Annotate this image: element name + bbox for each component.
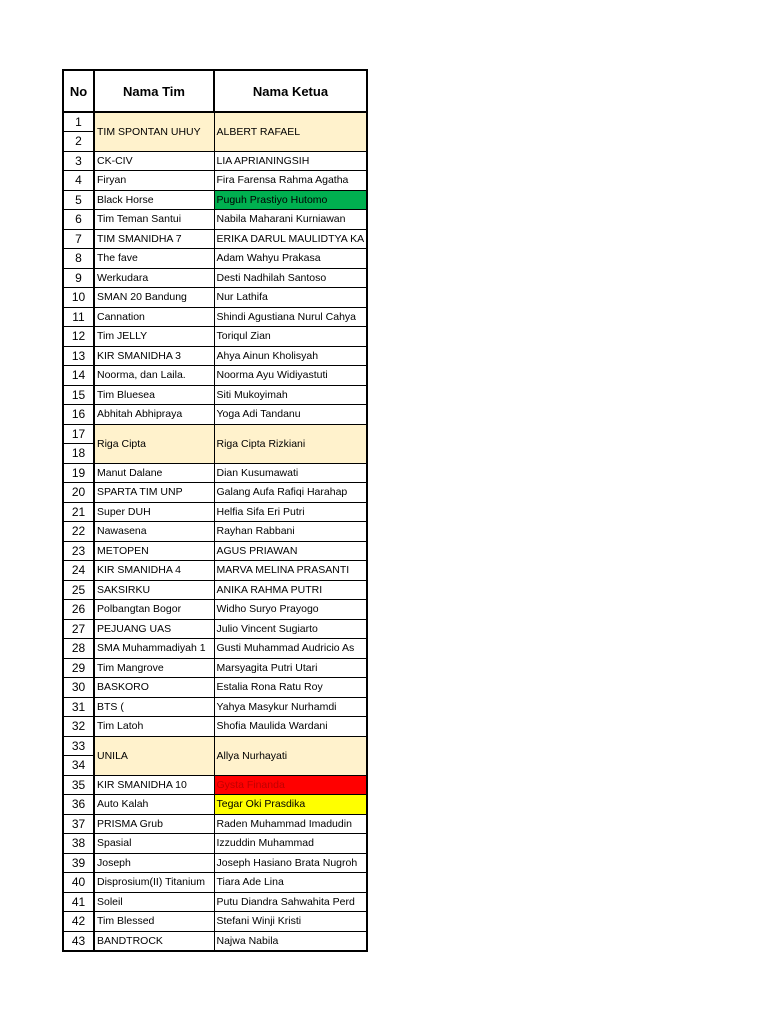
row-number-cell[interactable]: 33 <box>63 736 94 756</box>
leader-name-cell[interactable]: Toriqul Zian <box>214 327 367 347</box>
table-row <box>63 502 367 522</box>
leader-name-cell[interactable]: ERIKA DARUL MAULIDTYA KA <box>214 229 367 249</box>
leader-name-cell[interactable]: Gusti Muhammad Audricio As <box>214 639 367 659</box>
table-row <box>63 619 367 639</box>
team-name-cell[interactable]: CK-CIV <box>94 151 214 171</box>
row-number-cell[interactable]: 43 <box>63 931 94 951</box>
row-number-cell[interactable]: 39 <box>63 853 94 873</box>
row-number-cell[interactable]: 5 <box>63 190 94 210</box>
header-no[interactable]: No <box>63 70 94 112</box>
row-number-cell[interactable]: 2 <box>63 132 94 152</box>
row-number-cell[interactable]: 16 <box>63 405 94 425</box>
leader-name-cell[interactable]: Adam Wahyu Prakasa <box>214 249 367 269</box>
team-name-cell[interactable]: KIR SMANIDHA 4 <box>94 561 214 581</box>
row-number-cell[interactable]: 14 <box>63 366 94 386</box>
team-leader-table <box>62 69 368 952</box>
table-row <box>63 814 367 834</box>
leader-name-cell[interactable]: ANIKA RAHMA PUTRI <box>214 580 367 600</box>
team-name-cell[interactable]: BASKORO <box>94 678 214 698</box>
leader-name-cell[interactable]: Estalia Rona Ratu Roy <box>214 678 367 698</box>
leader-name-cell[interactable]: Riga Cipta Rizkiani <box>214 424 367 463</box>
team-name-cell[interactable]: BANDTROCK <box>94 931 214 951</box>
row-number-cell[interactable]: 20 <box>63 483 94 503</box>
leader-name-cell[interactable]: Izzuddin Muhammad <box>214 834 367 854</box>
team-name-cell[interactable]: Auto Kalah <box>94 795 214 815</box>
row-number-cell[interactable]: 1 <box>63 112 94 132</box>
team-name-cell[interactable]: Manut Dalane <box>94 463 214 483</box>
team-name-cell[interactable]: SMAN 20 Bandung <box>94 288 214 308</box>
table-row <box>63 268 367 288</box>
leader-name-cell[interactable]: ALBERT RAFAEL <box>214 112 367 151</box>
leader-name-cell[interactable]: LIA APRIANINGSIH <box>214 151 367 171</box>
table-row <box>63 697 367 717</box>
table-row <box>63 112 367 132</box>
team-name-cell[interactable]: PRISMA Grub <box>94 814 214 834</box>
leader-name-cell[interactable]: Julio Vincent Sugiarto <box>214 619 367 639</box>
leader-name-cell[interactable]: Nabila Maharani Kurniawan <box>214 210 367 230</box>
team-name-cell[interactable]: Disprosium(II) Titanium <box>94 873 214 893</box>
team-name-cell[interactable]: Tim JELLY <box>94 327 214 347</box>
team-name-cell[interactable]: Spasial <box>94 834 214 854</box>
team-name-cell[interactable]: Werkudara <box>94 268 214 288</box>
row-number-cell[interactable]: 11 <box>63 307 94 327</box>
team-name-cell[interactable]: UNILA <box>94 736 214 775</box>
table-row <box>63 151 367 171</box>
leader-name-cell[interactable]: Noorma Ayu Widiyastuti <box>214 366 367 386</box>
team-name-cell[interactable]: PEJUANG UAS <box>94 619 214 639</box>
row-number-cell[interactable]: 23 <box>63 541 94 561</box>
row-number-cell[interactable]: 37 <box>63 814 94 834</box>
table-row <box>63 249 367 269</box>
header-nama-ketua[interactable]: Nama Ketua <box>214 70 367 112</box>
table-row <box>63 385 367 405</box>
row-number-cell[interactable]: 41 <box>63 892 94 912</box>
leader-name-cell[interactable]: Dian Kusumawati <box>214 463 367 483</box>
team-name-cell[interactable]: Black Horse <box>94 190 214 210</box>
table-row <box>63 541 367 561</box>
row-number-cell[interactable]: 34 <box>63 756 94 776</box>
team-name-cell[interactable]: SMA Muhammadiyah 1 <box>94 639 214 659</box>
table-row <box>63 327 367 347</box>
table-row <box>63 522 367 542</box>
table-row <box>63 853 367 873</box>
table-row <box>63 229 367 249</box>
row-number-cell[interactable]: 38 <box>63 834 94 854</box>
table-row <box>63 190 367 210</box>
row-number-cell[interactable]: 28 <box>63 639 94 659</box>
table-row <box>63 678 367 698</box>
table-row <box>63 580 367 600</box>
team-name-cell[interactable]: METOPEN <box>94 541 214 561</box>
team-name-cell[interactable]: Riga Cipta <box>94 424 214 463</box>
team-name-cell[interactable]: Nawasena <box>94 522 214 542</box>
table-row <box>63 561 367 581</box>
leader-name-cell[interactable]: Raden Muhammad Imadudin <box>214 814 367 834</box>
leader-name-cell[interactable]: Widho Suryo Prayogo <box>214 600 367 620</box>
row-number-cell[interactable]: 31 <box>63 697 94 717</box>
team-name-cell[interactable]: KIR SMANIDHA 3 <box>94 346 214 366</box>
leader-name-cell[interactable]: Nur Lathifa <box>214 288 367 308</box>
leader-name-cell[interactable]: MARVA MELINA PRASANTI <box>214 561 367 581</box>
table-row <box>63 463 367 483</box>
row-number-cell[interactable]: 29 <box>63 658 94 678</box>
table-row <box>63 736 367 756</box>
leader-name-cell[interactable]: Shindi Agustiana Nurul Cahya <box>214 307 367 327</box>
table-row <box>63 424 367 444</box>
table-row <box>63 834 367 854</box>
row-number-cell[interactable]: 3 <box>63 151 94 171</box>
row-number-cell[interactable]: 27 <box>63 619 94 639</box>
row-number-cell[interactable]: 22 <box>63 522 94 542</box>
row-number-cell[interactable]: 21 <box>63 502 94 522</box>
leader-name-cell[interactable]: Desti Nadhilah Santoso <box>214 268 367 288</box>
leader-name-cell[interactable]: Shofia Maulida Wardani <box>214 717 367 737</box>
row-number-cell[interactable]: 24 <box>63 561 94 581</box>
leader-name-cell[interactable]: Yoga Adi Tandanu <box>214 405 367 425</box>
leader-name-cell[interactable]: Rayhan Rabbani <box>214 522 367 542</box>
team-name-cell[interactable]: TIM SMANIDHA 7 <box>94 229 214 249</box>
row-number-cell[interactable]: 10 <box>63 288 94 308</box>
row-number-cell[interactable]: 6 <box>63 210 94 230</box>
table-row <box>63 210 367 230</box>
leader-name-cell[interactable]: Allya Nurhayati <box>214 736 367 775</box>
leader-name-cell[interactable]: Najwa Nabila <box>214 931 367 951</box>
team-name-cell[interactable]: Tim Blessed <box>94 912 214 932</box>
leader-name-cell[interactable]: Tegar Oki Prasdika <box>214 795 367 815</box>
table-row <box>63 892 367 912</box>
table-row <box>63 639 367 659</box>
table-row <box>63 931 367 951</box>
row-number-cell[interactable]: 26 <box>63 600 94 620</box>
leader-name-cell[interactable]: Gysta Finanda <box>214 775 367 795</box>
row-number-cell[interactable]: 17 <box>63 424 94 444</box>
row-number-cell[interactable]: 18 <box>63 444 94 464</box>
leader-name-cell[interactable]: Yahya Masykur Nurhamdi <box>214 697 367 717</box>
table-row <box>63 600 367 620</box>
leader-name-cell[interactable]: Ahya Ainun Kholisyah <box>214 346 367 366</box>
team-name-cell[interactable]: SAKSIRKU <box>94 580 214 600</box>
row-number-cell[interactable]: 25 <box>63 580 94 600</box>
row-number-cell[interactable]: 35 <box>63 775 94 795</box>
table-row <box>63 405 367 425</box>
team-name-cell[interactable]: Tim Mangrove <box>94 658 214 678</box>
team-name-cell[interactable]: SPARTA TIM UNP <box>94 483 214 503</box>
row-number-cell[interactable]: 4 <box>63 171 94 191</box>
table-row <box>63 775 367 795</box>
team-name-cell[interactable]: Noorma, dan Laila. <box>94 366 214 386</box>
leader-name-cell[interactable]: Siti Mukoyimah <box>214 385 367 405</box>
row-number-cell[interactable]: 32 <box>63 717 94 737</box>
table-row <box>63 288 367 308</box>
table-row <box>63 171 367 191</box>
leader-name-cell[interactable]: Putu Diandra Sahwahita Perd <box>214 892 367 912</box>
leader-name-cell[interactable]: Fira Farensa Rahma Agatha <box>214 171 367 191</box>
table-row <box>63 658 367 678</box>
leader-name-cell[interactable]: AGUS PRIAWAN <box>214 541 367 561</box>
table-row <box>63 873 367 893</box>
row-number-cell[interactable]: 13 <box>63 346 94 366</box>
leader-name-cell[interactable]: Puguh Prastiyo Hutomo <box>214 190 367 210</box>
row-number-cell[interactable]: 19 <box>63 463 94 483</box>
team-name-cell[interactable]: Soleil <box>94 892 214 912</box>
table-row <box>63 912 367 932</box>
team-name-cell[interactable]: Cannation <box>94 307 214 327</box>
row-number-cell[interactable]: 30 <box>63 678 94 698</box>
leader-name-cell[interactable]: Helfia Sifa Eri Putri <box>214 502 367 522</box>
team-name-cell[interactable]: TIM SPONTAN UHUY <box>94 112 214 151</box>
row-number-cell[interactable]: 12 <box>63 327 94 347</box>
header-nama-tim[interactable]: Nama Tim <box>94 70 214 112</box>
row-number-cell[interactable]: 36 <box>63 795 94 815</box>
team-name-cell[interactable]: BTS ( <box>94 697 214 717</box>
row-number-cell[interactable]: 15 <box>63 385 94 405</box>
table-row <box>63 795 367 815</box>
team-name-cell[interactable]: Firyan <box>94 171 214 191</box>
table-row <box>63 483 367 503</box>
leader-name-cell[interactable]: Joseph Hasiano Brata Nugroh <box>214 853 367 873</box>
team-name-cell[interactable]: Tim Latoh <box>94 717 214 737</box>
team-name-cell[interactable]: Joseph <box>94 853 214 873</box>
row-number-cell[interactable]: 8 <box>63 249 94 269</box>
leader-name-cell[interactable]: Stefani Winji Kristi <box>214 912 367 932</box>
leader-name-cell[interactable]: Marsyagita Putri Utari <box>214 658 367 678</box>
leader-name-cell[interactable]: Galang Aufa Rafiqi Harahap <box>214 483 367 503</box>
row-number-cell[interactable]: 40 <box>63 873 94 893</box>
table-row <box>63 366 367 386</box>
team-name-cell[interactable]: Polbangtan Bogor <box>94 600 214 620</box>
row-number-cell[interactable]: 7 <box>63 229 94 249</box>
team-name-cell[interactable]: Tim Teman Santui <box>94 210 214 230</box>
team-name-cell[interactable]: Tim Bluesea <box>94 385 214 405</box>
table-row <box>63 346 367 366</box>
team-name-cell[interactable]: The fave <box>94 249 214 269</box>
row-number-cell[interactable]: 9 <box>63 268 94 288</box>
team-name-cell[interactable]: Abhitah Abhipraya <box>94 405 214 425</box>
team-name-cell[interactable]: Super DUH <box>94 502 214 522</box>
table-body <box>63 112 367 951</box>
leader-name-cell[interactable]: Tiara Ade Lina <box>214 873 367 893</box>
table-row <box>63 717 367 737</box>
row-number-cell[interactable]: 42 <box>63 912 94 932</box>
table-row <box>63 307 367 327</box>
team-name-cell[interactable]: KIR SMANIDHA 10 <box>94 775 214 795</box>
header-row <box>63 70 367 112</box>
